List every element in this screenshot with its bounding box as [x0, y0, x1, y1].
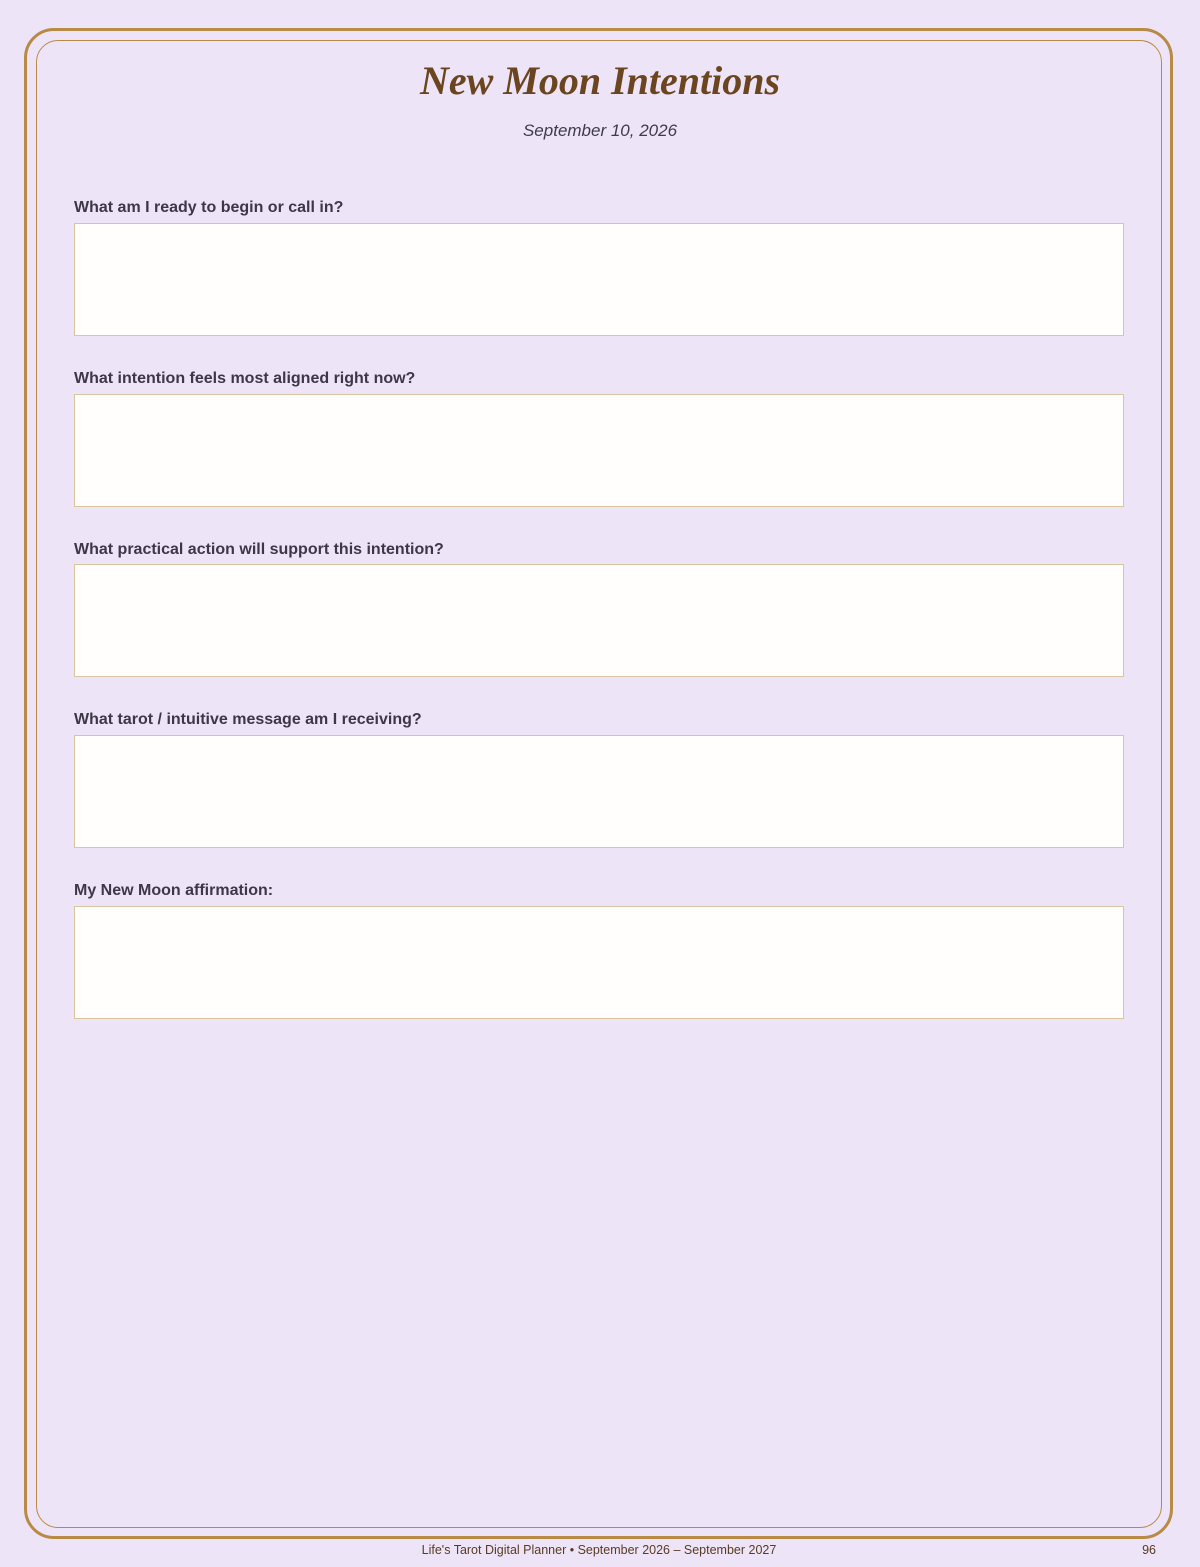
answer-field-tarot-message[interactable]: [74, 735, 1124, 848]
answer-field-begin[interactable]: [74, 223, 1124, 336]
answer-field-practical-action[interactable]: [74, 564, 1124, 677]
prompt-label-affirmation: My New Moon affirmation:: [74, 882, 274, 899]
page-title: New Moon Intentions: [419, 58, 781, 103]
answer-field-intention[interactable]: [74, 394, 1124, 507]
page-date: September 10, 2026: [522, 121, 678, 140]
footer-planner-title: Life's Tarot Digital Planner • September 2026 – September 2027: [421, 1543, 777, 1557]
prompt-label-intention: What intention feels most aligned right now?: [74, 370, 416, 387]
prompt-label-tarot-message: What tarot / intuitive message am I receiving?: [74, 711, 422, 728]
prompt-label-practical-action: What practical action will support this intention?: [74, 541, 444, 558]
page-number: 96: [1142, 1543, 1156, 1557]
prompt-label-begin: What am I ready to begin or call in?: [74, 199, 344, 216]
answer-field-affirmation[interactable]: [74, 906, 1124, 1019]
